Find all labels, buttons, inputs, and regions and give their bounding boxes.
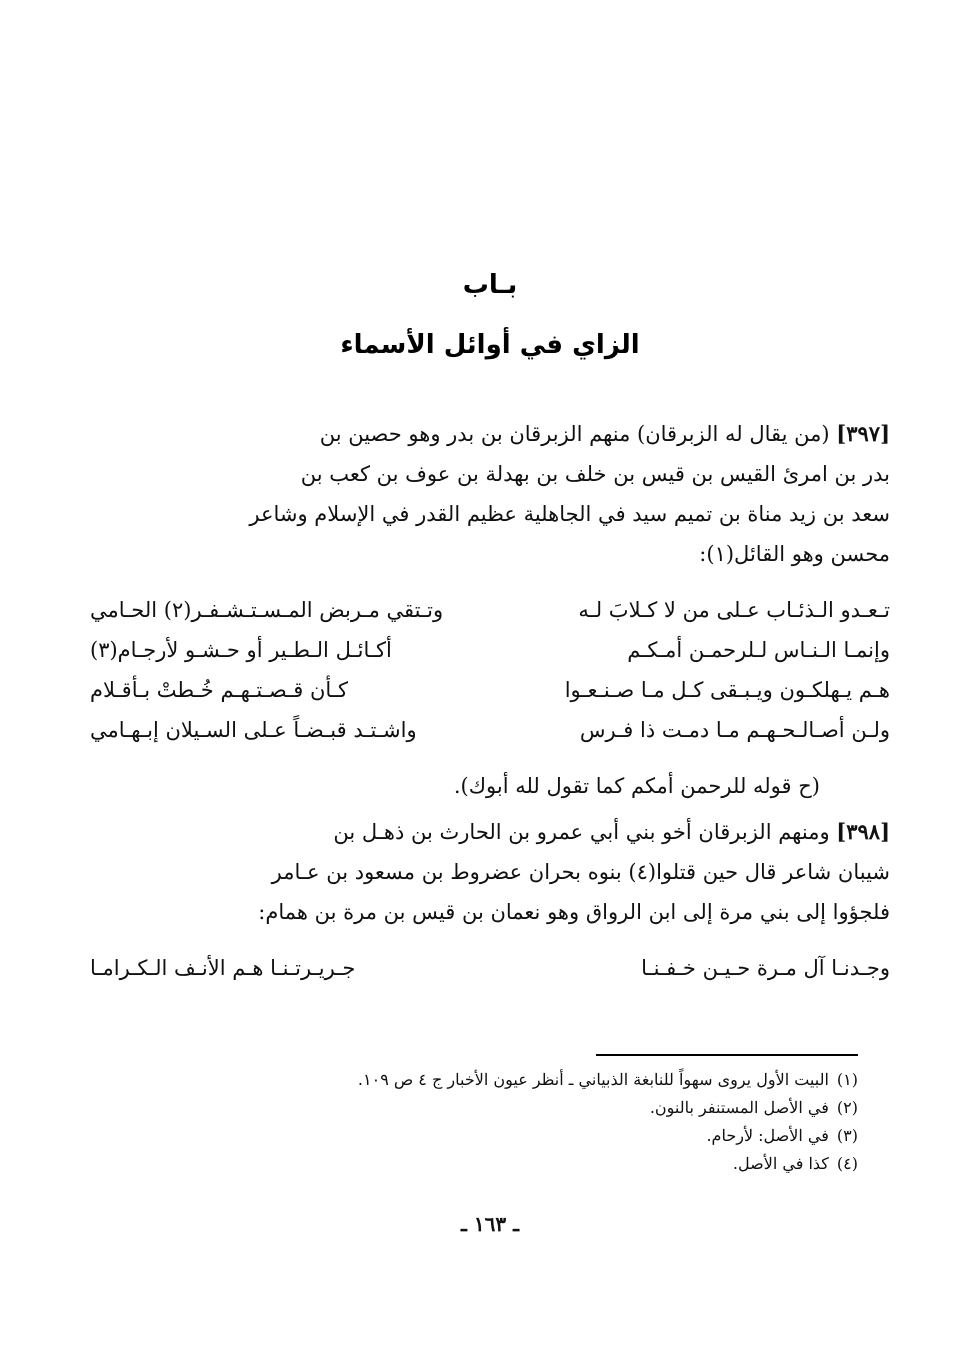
footnote-number: (٢) [836, 1098, 858, 1117]
verse-first-hemistich: ولـن أصـالـحـهـم مـا دمـت ذا فـرس [579, 718, 890, 742]
verse-first-hemistich: هـم يـهلكـون ويـبـقى كـل مـا صـنـعـوا [564, 678, 890, 702]
verse-second-hemistich: واشـتـد قبـضـاً عـلى السـيلان إبـهـامي [90, 718, 417, 742]
entry-397-line-2: بدر بن امرئ القيس بن قيس بن خلف بن بهدلة بن عوف بن كعب بن [300, 462, 890, 486]
entry-398-line-3: فلجؤوا إلى بني مرة إلى ابن الرواق وهو نعمان بن قيس بن مرة بن همام: [258, 900, 890, 924]
verse [90, 948, 890, 988]
verse [90, 590, 890, 630]
verse [90, 630, 890, 670]
footnote-text: البيت الأول يروى سهواً للنابغة الذبياني ـ أنظر عيون الأخبار ج ٤ ص ١٠٩. [357, 1070, 829, 1089]
poem-2 [90, 948, 890, 988]
commentary-note: (ح قوله للرحمن أمكم كما تقول لله أبوك). [453, 774, 820, 798]
verse-second-hemistich: أكـائـل الـطـير أو حـشـو لأرجـام(٣) [90, 638, 392, 662]
poem-1 [90, 590, 890, 750]
footnote-text: في الأصل: لأرحام. [706, 1126, 829, 1145]
entry-number: [٣٩٨] [836, 819, 890, 844]
verse-first-hemistich: وإنمـا الـنـاس لـلرحمـن أمـكـم [627, 638, 890, 662]
verse-first-hemistich: تـعـدو الـذئـاب عـلى من لا كـلابَ لـه [578, 598, 890, 622]
footnotes [118, 1066, 858, 1178]
chapter-heading: بـاب [462, 270, 518, 300]
footnote [118, 1122, 858, 1150]
verse [90, 670, 890, 710]
verse-first-hemistich: وجـدنـا آل مـرة حـيـن خـفـنـا [641, 956, 890, 980]
footnote-number: (١) [836, 1070, 858, 1089]
footnote-text: في الأصل المستنفر بالنون. [649, 1098, 829, 1117]
entry-397-line-4: محسن وهو القائل(١): [699, 542, 890, 566]
footnote-divider [596, 1054, 858, 1056]
verse-second-hemistich: كـأن قـصـتـهـم خُـطتْ بـأقـلام [90, 678, 348, 702]
footnote [118, 1066, 858, 1094]
entry-398-line-1 [90, 812, 890, 852]
footnote-text: كذا في الأصل. [732, 1154, 829, 1173]
footnote [118, 1150, 858, 1178]
footnote-number: (٤) [836, 1154, 858, 1173]
verse [90, 710, 890, 750]
page-number: ـ ١٦٣ ـ [461, 1212, 519, 1236]
entry-397-line-1 [90, 414, 890, 454]
footnote [118, 1094, 858, 1122]
footnote-number: (٣) [836, 1126, 858, 1145]
verse-second-hemistich: وتـتقي مـربض المـسـتـشـفـر(٢) الحـامي [90, 598, 444, 622]
chapter-subtitle: الزاي في أوائل الأسماء [340, 330, 640, 360]
verse-second-hemistich: جـريـرتـنـا هـم الأنـف الـكـرامـا [90, 956, 356, 980]
entry-number: [٣٩٧] [836, 421, 890, 446]
entry-398-line-2: شيبان شاعر قال حين قتلوا(٤) بنوه بحران عضروط بن مسعود بن عـامر [271, 860, 890, 884]
entry-398 [90, 812, 890, 932]
entry-397 [90, 414, 890, 574]
entry-397-text: (من يقال له الزبرقان) منهم الزبرقان بن بدر وهو حصين بن [319, 422, 830, 446]
entry-398-text: ومنهم الزبرقان أخو بني أبي عمرو بن الحارث بن ذهـل بن [333, 820, 830, 844]
entry-397-line-3: سعد بن زيد مناة بن تميم سيد في الجاهلية عظيم القدر في الإسلام وشاعر [249, 502, 890, 526]
